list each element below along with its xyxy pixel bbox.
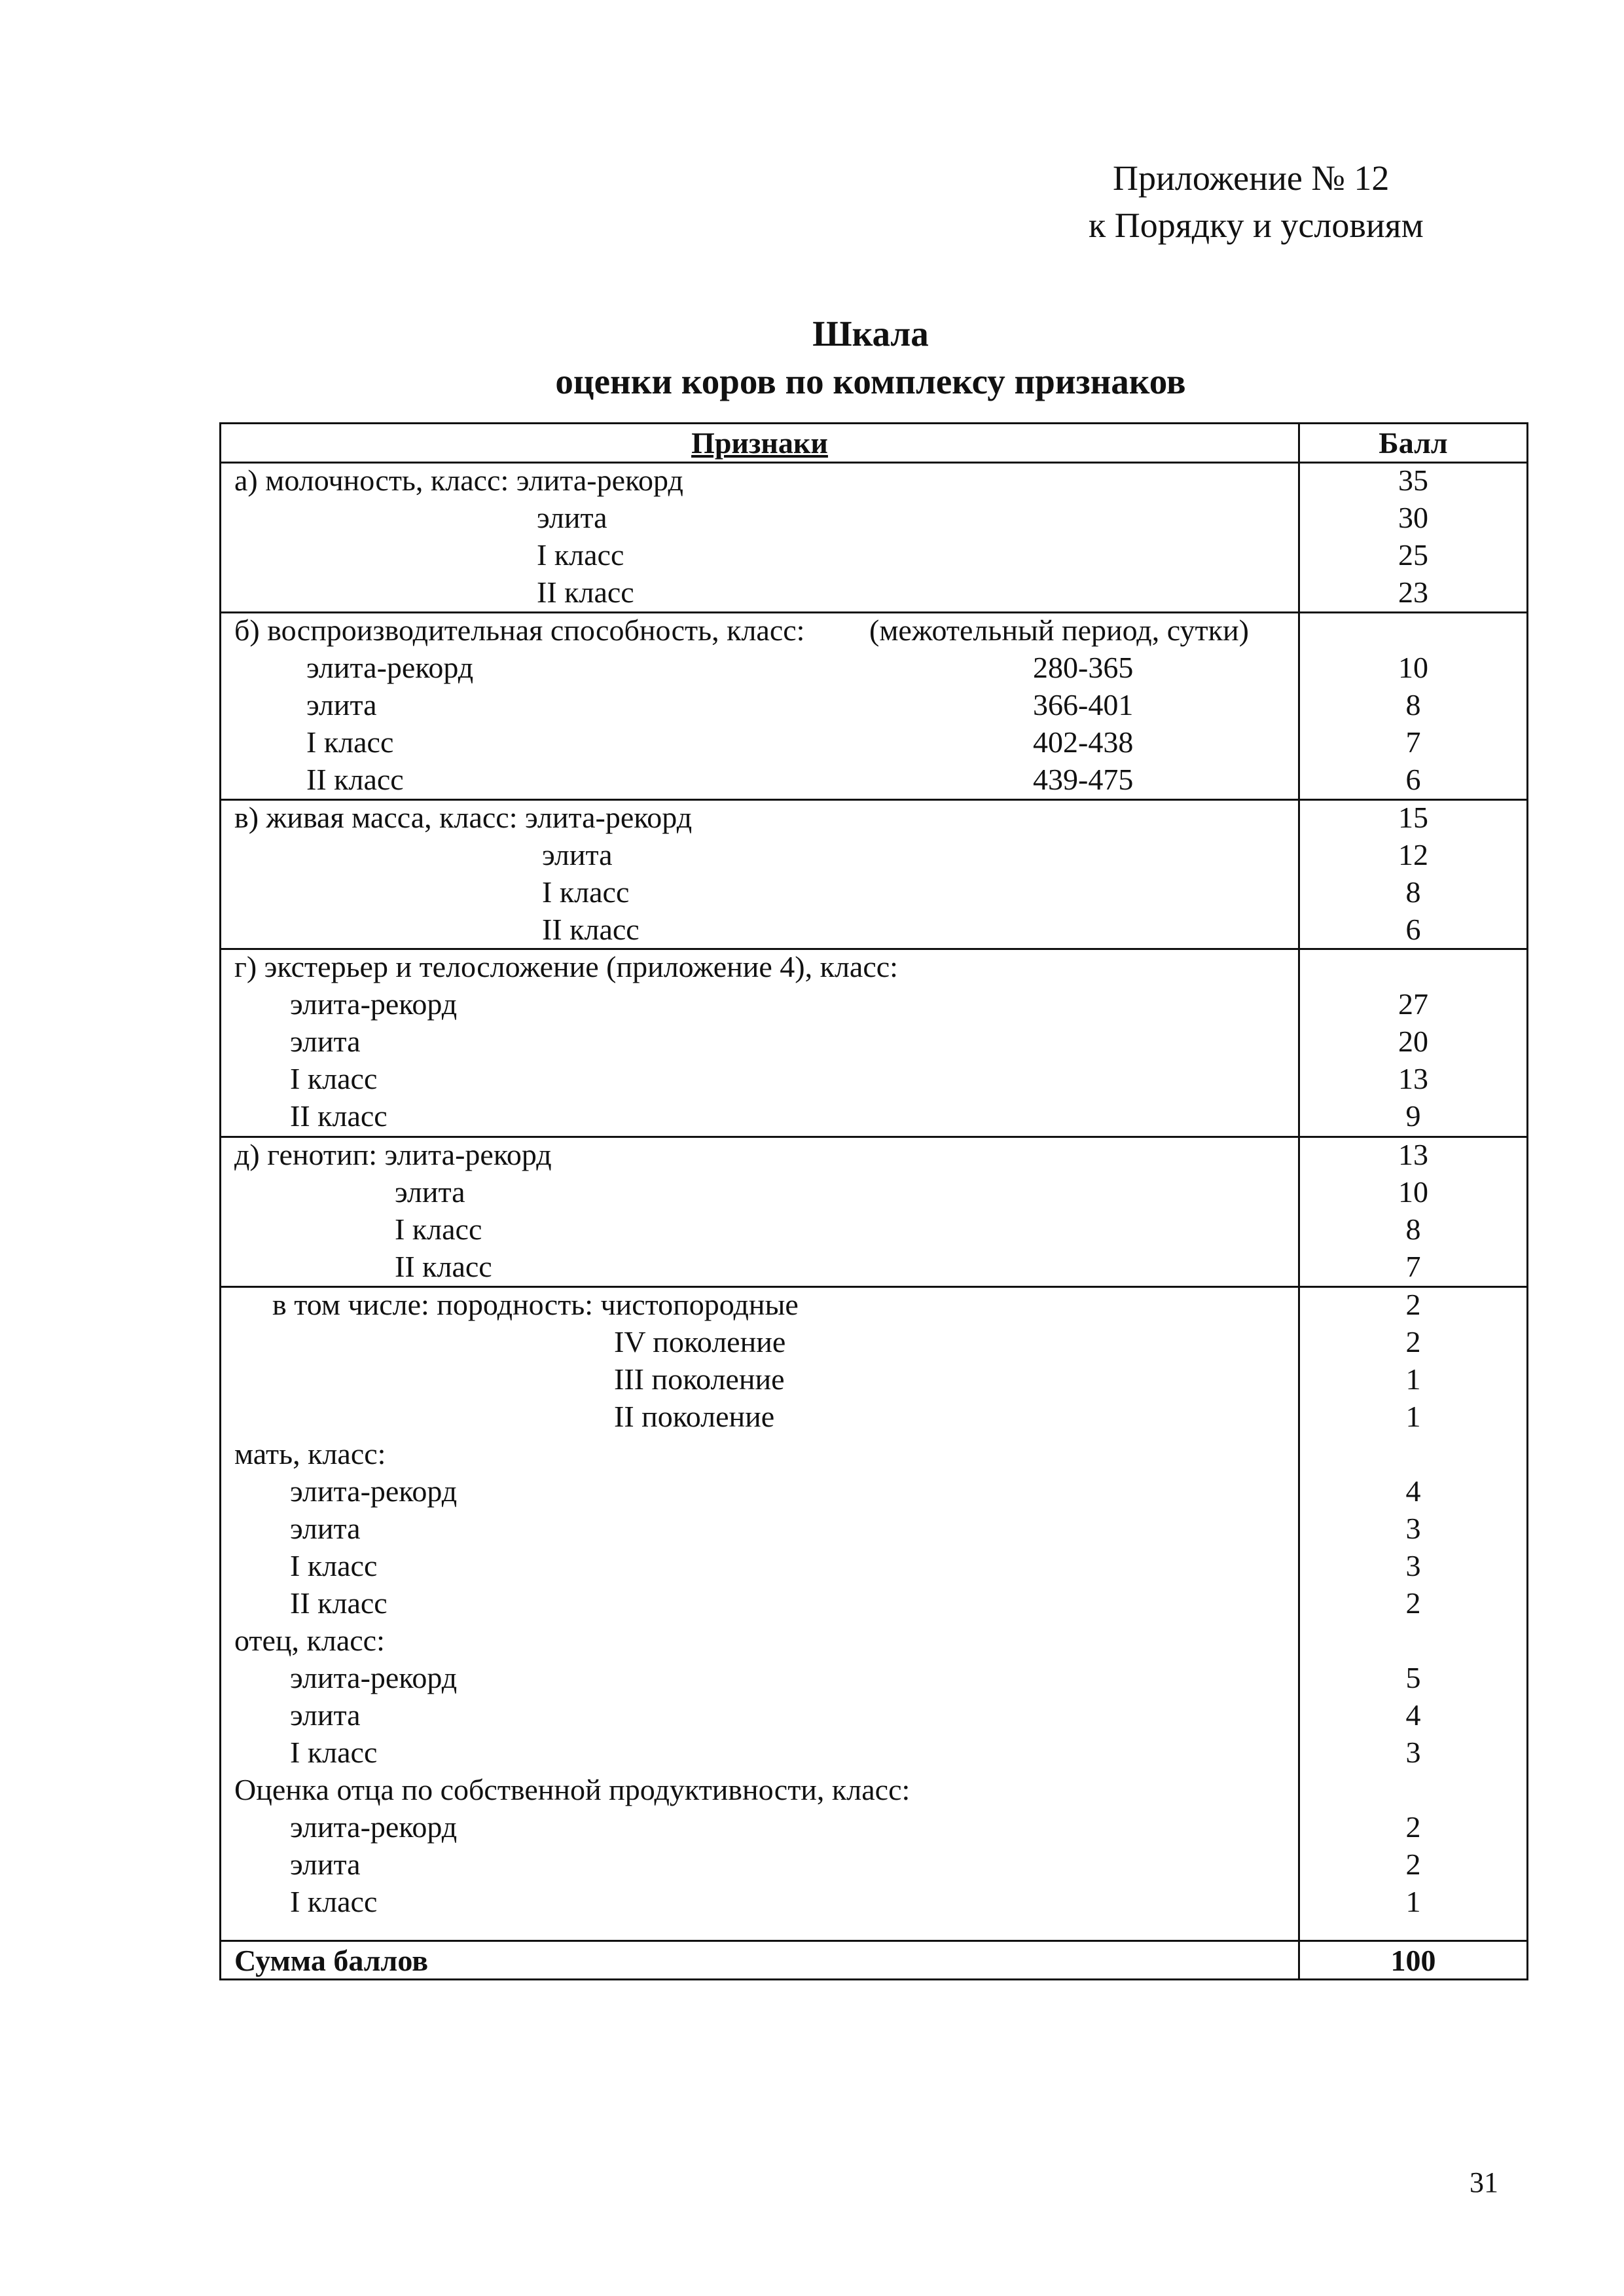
score-cell: 4 xyxy=(1405,1474,1421,1508)
father-productivity-class: элита-рекорд xyxy=(290,1810,458,1844)
father-productivity-class: I класс xyxy=(290,1885,378,1918)
mother-class: II класс xyxy=(290,1586,388,1620)
column-header-signs: Признаки xyxy=(691,426,828,460)
score-cell: 1 xyxy=(1405,1362,1421,1396)
section-a-class2: II класс xyxy=(537,575,634,609)
section-v-elita: элита xyxy=(542,838,613,871)
father-productivity-class: элита xyxy=(290,1848,361,1881)
score-cell: 1 xyxy=(1405,1400,1421,1433)
section-d-class1: I класс xyxy=(395,1212,482,1246)
section-a-label: а) молочность, класс: элита-рекорд xyxy=(234,464,683,497)
breed-generation: II поколение xyxy=(614,1400,775,1433)
section-b-class: элита xyxy=(306,688,377,721)
appendix-reference: к Порядку и условиям xyxy=(1089,206,1424,245)
score-cell: 10 xyxy=(1398,1175,1428,1209)
score-cell: 8 xyxy=(1405,875,1421,909)
appendix-header xyxy=(1089,155,1424,249)
section-g-class: элита-рекорд xyxy=(290,987,458,1021)
score-cell: 2 xyxy=(1405,1288,1421,1321)
score-cell: 8 xyxy=(1405,688,1421,721)
section-a-class1: I класс xyxy=(537,538,624,572)
section-v-class2: II класс xyxy=(542,913,640,946)
score-cell: 2 xyxy=(1405,1325,1421,1358)
father-class: I класс xyxy=(290,1736,378,1769)
score-cell: 9 xyxy=(1405,1099,1421,1133)
father-class: элита xyxy=(290,1698,361,1732)
score-cell: 25 xyxy=(1398,538,1428,572)
score-cell: 20 xyxy=(1398,1025,1428,1058)
breed-label: в том числе: породность: чистопородные xyxy=(272,1288,799,1321)
section-d-class2: II класс xyxy=(395,1250,492,1283)
total-label: Сумма баллов xyxy=(234,1944,429,1977)
score-cell: 6 xyxy=(1405,763,1421,796)
breed-generation: IV поколение xyxy=(614,1325,786,1358)
score-cell: 2 xyxy=(1405,1848,1421,1881)
section-b-class: I класс xyxy=(306,725,394,759)
section-b-range: 280-365 xyxy=(1033,651,1134,684)
section-g-class: II класс xyxy=(290,1099,388,1133)
total-score: 100 xyxy=(1390,1944,1436,1977)
score-cell: 7 xyxy=(1405,1250,1421,1283)
score-cell: 13 xyxy=(1398,1062,1428,1095)
section-b-range: 402-438 xyxy=(1033,725,1134,759)
score-cell: 7 xyxy=(1405,725,1421,759)
score-cell: 35 xyxy=(1398,464,1428,497)
score-cell: 3 xyxy=(1405,1736,1421,1769)
section-v-class1: I класс xyxy=(542,875,630,909)
score-cell: 2 xyxy=(1405,1810,1421,1844)
mother-class: элита xyxy=(290,1512,361,1545)
section-g-class: элита xyxy=(290,1025,361,1058)
mother-class: I класс xyxy=(290,1549,378,1582)
section-d-elita: элита xyxy=(395,1175,465,1209)
score-cell: 8 xyxy=(1405,1212,1421,1246)
father-class: элита-рекорд xyxy=(290,1661,458,1694)
document-subtitle: оценки коров по комплексу признаков xyxy=(555,361,1186,401)
section-g-class: I класс xyxy=(290,1062,378,1095)
section-b-period: (межотельный период, сутки) xyxy=(869,613,1249,647)
mother-class: элита-рекорд xyxy=(290,1474,458,1508)
score-cell: 2 xyxy=(1405,1586,1421,1620)
score-cell: 6 xyxy=(1405,913,1421,946)
section-a-elita: элита xyxy=(537,501,607,534)
section-b-class: II класс xyxy=(306,763,404,796)
score-cell: 4 xyxy=(1405,1698,1421,1732)
score-cell: 27 xyxy=(1398,987,1428,1021)
section-v-label: в) живая масса, класс: элита-рекорд xyxy=(234,801,693,834)
score-cell: 12 xyxy=(1398,838,1428,871)
score-cell: 15 xyxy=(1398,801,1428,834)
father-productivity-label: Оценка отца по собственной продуктивности, класс: xyxy=(234,1773,911,1806)
breed-generation: III поколение xyxy=(614,1362,785,1396)
father-label: отец, класс: xyxy=(234,1624,385,1657)
score-cell: 3 xyxy=(1405,1549,1421,1582)
score-table xyxy=(219,422,1528,1980)
section-b-range: 439-475 xyxy=(1033,763,1134,796)
score-cell: 30 xyxy=(1398,501,1428,534)
score-cell: 13 xyxy=(1398,1138,1428,1171)
appendix-number: Приложение № 12 xyxy=(1113,158,1390,198)
score-cell: 1 xyxy=(1405,1885,1421,1918)
section-b-range: 366-401 xyxy=(1033,688,1134,721)
page-number: 31 xyxy=(1470,2166,1498,2198)
column-header-score: Балл xyxy=(1379,426,1448,460)
document-title: Шкала xyxy=(812,314,929,354)
section-d-label: д) генотип: элита-рекорд xyxy=(234,1138,552,1171)
section-b-label: б) воспроизводительная способность, класс: xyxy=(234,613,805,647)
score-cell: 23 xyxy=(1398,575,1428,609)
score-cell: 10 xyxy=(1398,651,1428,684)
section-g-label: г) экстерьер и телосложение (приложение 4), класс: xyxy=(234,950,898,983)
score-cell: 5 xyxy=(1405,1661,1421,1694)
mother-label: мать, класс: xyxy=(234,1437,386,1470)
section-b-class: элита-рекорд xyxy=(306,651,474,684)
score-cell: 3 xyxy=(1405,1512,1421,1545)
